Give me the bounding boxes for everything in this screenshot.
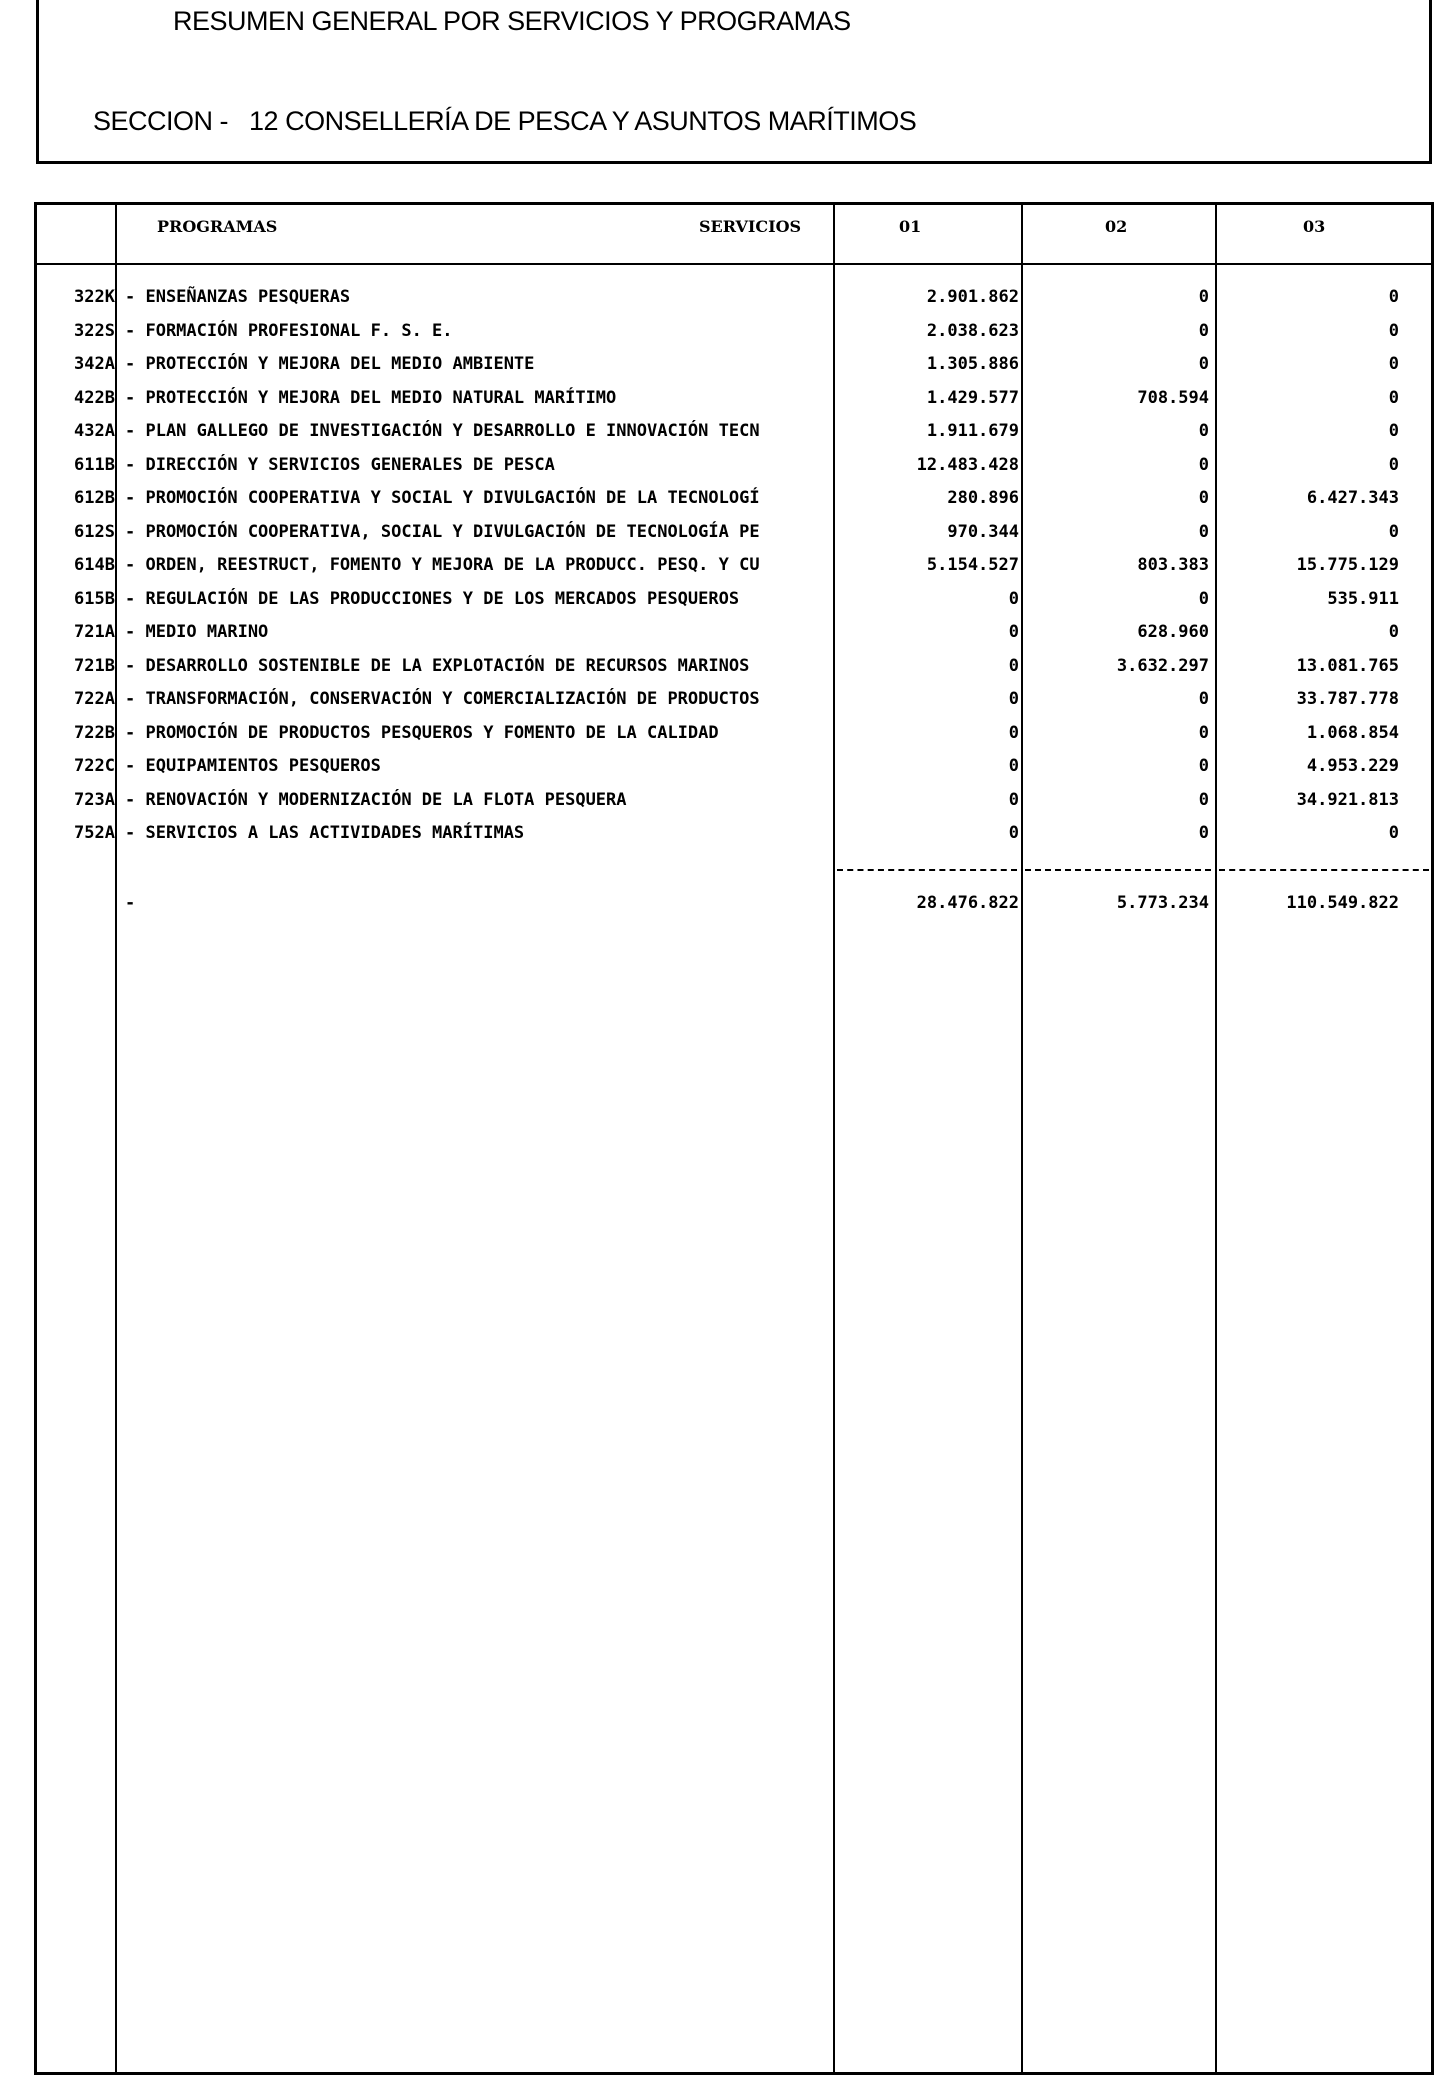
table-row [37,717,1431,750]
value-service-02: 0 [1198,823,1209,843]
value-service-03: 0 [1388,387,1399,408]
program-description: - PROMOCIÓN COOPERATIVA, SOCIAL Y DIVULGACIÓN DE TECNOLOGÍA PE [125,521,760,542]
table-row [37,449,1431,482]
value-service-03: 15.775.129 [1296,555,1399,575]
program-code: 721B [74,655,115,676]
program-table [34,202,1434,2075]
value-service-02: 0 [1198,354,1209,374]
table-row [37,315,1431,348]
value-service-01: 0 [1008,588,1019,609]
program-description: - DIRECCIÓN Y SERVICIOS GENERALES DE PESCA [125,454,555,475]
value-service-01: 2.038.623 [926,320,1019,341]
table-row [37,516,1431,549]
total-03: 110.549.822 [1286,893,1399,913]
value-service-01: 0 [1008,823,1019,843]
program-code: 612S [74,521,115,542]
total-01: 28.476.822 [916,893,1019,913]
value-service-02: 0 [1198,789,1209,810]
program-code: 611B [74,454,115,475]
program-description: - EQUIPAMIENTOS PESQUEROS [125,756,381,776]
total-separator-03 [1219,869,1429,871]
header-02: 02 [1105,217,1128,236]
table-row [37,750,1431,783]
value-service-02: 708.594 [1137,387,1209,408]
program-code: 721A [74,622,115,642]
program-description: - RENOVACIÓN Y MODERNIZACIÓN DE LA FLOTA PESQUERA [125,789,627,810]
program-code: 322S [74,320,115,341]
program-code: 722A [74,689,115,709]
header-03: 03 [1303,217,1326,236]
value-service-03: 0 [1388,622,1399,642]
value-service-02: 0 [1198,588,1209,609]
header-divider [37,263,1431,265]
table-row [37,382,1431,415]
value-service-01: 0 [1008,722,1019,743]
value-service-01: 0 [1008,689,1019,709]
value-service-01: 0 [1008,655,1019,676]
section-name: 12 CONSELLERÍA DE PESCA Y ASUNTOS MARÍTIMOS [249,106,917,136]
value-service-03: 0 [1388,521,1399,542]
table-row [37,817,1431,850]
value-service-03: 13.081.765 [1296,655,1399,676]
program-description: - PROTECCIÓN Y MEJORA DEL MEDIO AMBIENTE [125,354,535,374]
value-service-01: 0 [1008,622,1019,642]
value-service-03: 0 [1388,421,1399,441]
value-service-03: 0 [1388,287,1399,307]
value-service-03: 4.953.229 [1306,756,1399,776]
value-service-02: 0 [1198,421,1209,441]
table-row [37,281,1431,314]
value-service-02: 628.960 [1137,622,1209,642]
value-service-02: 0 [1198,320,1209,341]
total-separator-01 [837,869,1017,871]
value-service-01: 280.896 [947,488,1019,508]
table-row [37,650,1431,683]
program-description: - ENSEÑANZAS PESQUERAS [125,287,351,307]
value-service-03: 6.427.343 [1306,488,1399,508]
table-row [37,348,1431,381]
header-01: 01 [899,217,922,236]
program-code: 723A [74,789,115,810]
program-description: - TRANSFORMACIÓN, CONSERVACIÓN Y COMERCIALIZACIÓN DE PRODUCTOS [125,689,760,709]
value-service-02: 803.383 [1137,555,1209,575]
program-description: - FORMACIÓN PROFESIONAL F. S. E. [125,320,453,341]
report-title: RESUMEN GENERAL POR SERVICIOS Y PROGRAMAS [173,6,851,36]
value-service-02: 0 [1198,287,1209,307]
program-description: - DESARROLLO SOSTENIBLE DE LA EXPLOTACIÓN DE RECURSOS MARINOS [125,655,750,676]
value-service-01: 12.483.428 [916,454,1019,475]
total-separator-02 [1025,869,1211,871]
value-service-02: 0 [1198,488,1209,508]
program-description: - PROMOCIÓN DE PRODUCTOS PESQUEROS Y FOMENTO DE LA CALIDAD [125,722,719,743]
header-servicios: SERVICIOS [699,217,802,236]
program-description: - MEDIO MARINO [125,622,269,642]
value-service-03: 535.911 [1327,588,1399,609]
table-row [37,482,1431,515]
total-label: - [125,893,136,913]
table-row [37,616,1431,649]
value-service-01: 970.344 [947,521,1019,542]
value-service-03: 33.787.778 [1296,689,1399,709]
table-row [37,784,1431,817]
program-code: 322K [74,287,115,307]
program-description: - REGULACIÓN DE LAS PRODUCCIONES Y DE LOS MERCADOS PESQUEROS [125,588,740,609]
program-code: 752A [74,823,115,843]
value-service-03: 0 [1388,354,1399,374]
value-service-02: 0 [1198,722,1209,743]
table-row [37,415,1431,448]
value-service-02: 3.632.297 [1116,655,1209,676]
value-service-01: 0 [1008,789,1019,810]
program-code: 612B [74,488,115,508]
section-label: SECCION - [93,106,229,136]
header-programas: PROGRAMAS [157,217,278,236]
value-service-01: 1.429.577 [926,387,1019,408]
program-code: 614B [74,555,115,575]
value-service-02: 0 [1198,689,1209,709]
value-service-01: 5.154.527 [926,555,1019,575]
table-row [37,549,1431,582]
program-code: 432A [74,421,115,441]
program-code: 422B [74,387,115,408]
table-row [37,683,1431,716]
table-row [37,583,1431,616]
value-service-02: 0 [1198,756,1209,776]
value-service-03: 0 [1388,320,1399,341]
report-header [36,0,1432,164]
value-service-03: 0 [1388,823,1399,843]
value-service-01: 0 [1008,756,1019,776]
program-description: - SERVICIOS A LAS ACTIVIDADES MARÍTIMAS [125,823,525,843]
value-service-01: 1.911.679 [926,421,1019,441]
program-description: - PROMOCIÓN COOPERATIVA Y SOCIAL Y DIVULGACIÓN DE LA TECNOLOGÍ [125,488,760,508]
value-service-03: 34.921.813 [1296,789,1399,810]
program-description: - ORDEN, REESTRUCT, FOMENTO Y MEJORA DE LA PRODUCC. PESQ. Y CU [125,555,760,575]
value-service-01: 2.901.862 [926,287,1019,307]
value-service-02: 0 [1198,454,1209,475]
total-02: 5.773.234 [1116,893,1209,913]
value-service-02: 0 [1198,521,1209,542]
program-code: 615B [74,588,115,609]
value-service-01: 1.305.886 [926,354,1019,374]
program-description: - PLAN GALLEGO DE INVESTIGACIÓN Y DESARROLLO E INNOVACIÓN TECN [125,421,760,441]
value-service-03: 1.068.854 [1306,722,1399,743]
program-code: 722C [74,756,115,776]
section-heading [93,106,916,137]
value-service-03: 0 [1388,454,1399,475]
program-code: 722B [74,722,115,743]
program-description: - PROTECCIÓN Y MEJORA DEL MEDIO NATURAL MARÍTIMO [125,387,617,408]
program-code: 342A [74,354,115,374]
total-row [37,887,1431,920]
